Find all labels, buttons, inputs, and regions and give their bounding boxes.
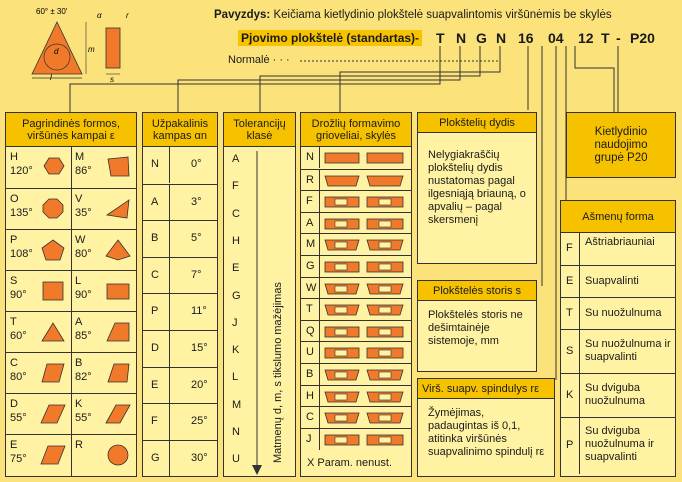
radius-box-text: Žymėjimas, padaugintas iš 0,1, atitinka viršūnės suapvalinimo spindulį rε (428, 407, 545, 458)
clearance-panel (142, 112, 218, 477)
svg-text:α: α (97, 11, 102, 20)
tolerance-panel-title: Tolerancijų klasė (224, 113, 295, 147)
chipbreaker-N-icon (323, 150, 407, 166)
shape-P-icon (40, 238, 66, 262)
chipbreaker-row (301, 255, 411, 277)
chipbreaker-divider (319, 234, 320, 255)
shape-angle: 82° (75, 371, 92, 383)
edge-row (561, 265, 675, 297)
shape-angle: 60° (10, 330, 27, 342)
chipbreaker-C-icon (323, 410, 407, 426)
shape-row-divider (71, 271, 72, 312)
clearance-code: N (151, 158, 159, 170)
shape-code: D (10, 398, 18, 410)
code-part-thickness: 04 (548, 30, 564, 46)
clearance-row (143, 147, 217, 184)
shape-V-icon (105, 197, 131, 221)
code-part-grade: P20 (630, 30, 655, 46)
shape-A-icon (105, 320, 131, 344)
chipbreaker-divider (319, 407, 320, 428)
chipbreaker-code: G (306, 260, 315, 272)
size-box (417, 112, 537, 264)
chipbreaker-code: J (306, 432, 312, 445)
edge-row (561, 233, 675, 265)
clearance-row (143, 440, 217, 477)
example-text: Keičiama kietlydinio plokštelė suapvalintomis viršūnėmis be skylės (273, 9, 612, 21)
chipbreaker-row (301, 385, 411, 407)
shape-row-divider (71, 230, 72, 271)
shape-angle: 55° (10, 412, 27, 424)
tolerance-code: G (232, 289, 241, 302)
chipbreaker-code: W (306, 281, 317, 294)
chipbreaker-divider (319, 429, 320, 450)
shape-L-icon (105, 279, 131, 303)
shape-code: B (75, 357, 83, 369)
shape-H-icon (40, 155, 66, 179)
edge-desc: Su nuožulnuma ir suapvalinti (585, 338, 671, 363)
edge-code: P (566, 439, 574, 451)
code-part-clearance: N (456, 30, 467, 46)
chipbreaker-row (301, 428, 411, 450)
size-box-text: Nelygiakraščių plokštelių dydis nustatomas pagal ilgesniąją briauną, o apvalių – pagal skersmenį (428, 149, 526, 226)
shape-row (6, 229, 136, 270)
clearance-divider (169, 331, 170, 367)
svg-text:d: d (54, 47, 59, 56)
clearance-row (143, 293, 217, 330)
chipbreaker-row (301, 341, 411, 363)
shape-code: M (75, 151, 85, 163)
clearance-angle: 30° (191, 451, 208, 464)
edge-code: K (566, 389, 574, 401)
radius-box-title: Virš. suapv. spindulys rε (418, 379, 554, 399)
size-box-title: Plokštelių dydis (418, 113, 536, 133)
shape-angle: 85° (75, 330, 92, 342)
shape-row (6, 188, 136, 229)
clearance-angle: 15° (191, 342, 208, 354)
shape-panel (5, 112, 137, 477)
tolerance-code: N (232, 426, 240, 438)
shape-M-icon (105, 155, 131, 179)
tolerance-code: L (232, 371, 239, 384)
clearance-divider (169, 294, 170, 330)
edge-row (561, 297, 675, 329)
chipbreaker-H-icon (323, 389, 407, 405)
clearance-row (143, 257, 217, 294)
shape-code: V (75, 193, 83, 205)
shape-T-icon (40, 320, 66, 344)
edge-divider (579, 418, 580, 474)
clearance-code: C (151, 268, 159, 281)
shape-code: T (10, 316, 17, 328)
edge-desc: Suapvalinti (585, 275, 639, 287)
chipbreaker-code: U (306, 346, 314, 359)
chipbreaker-code: A (306, 216, 314, 229)
tolerance-code: F (232, 180, 239, 193)
thickness-box-text: Plokštelės storis ne dešimtainėje sistemoje, mm (428, 309, 523, 347)
edge-row (561, 329, 675, 373)
tolerance-arrow (252, 151, 262, 476)
edge-code: F (566, 242, 573, 254)
shape-row-divider (71, 147, 72, 188)
shape-row (6, 147, 136, 188)
shape-code: P (10, 234, 18, 246)
edge-divider (579, 298, 580, 330)
chipbreaker-B-icon (323, 367, 407, 383)
clearance-code: D (151, 342, 159, 354)
shape-W-icon (105, 238, 131, 262)
chipbreaker-code: C (306, 411, 314, 424)
clearance-row (143, 220, 217, 257)
radius-box (417, 378, 555, 477)
svg-text:m: m (88, 45, 95, 54)
clearance-divider (169, 185, 170, 221)
edge-code: T (566, 307, 573, 319)
chipbreaker-panel-title: Drožlių formavimo grioveliai, skylės (301, 113, 411, 147)
tolerance-code: U (232, 453, 240, 466)
shape-angle: 80° (75, 248, 92, 260)
clearance-code: G (151, 451, 160, 464)
chipbreaker-T-icon (323, 302, 407, 318)
edge-divider (579, 330, 580, 374)
clearance-angle: 20° (191, 378, 208, 391)
shape-angle: 86° (75, 165, 92, 177)
chipbreaker-code: F (306, 195, 313, 208)
chipbreaker-code: T (306, 303, 313, 316)
shape-angle: 55° (75, 412, 92, 424)
svg-text:60° ± 30': 60° ± 30' (36, 7, 68, 16)
tolerance-code: J (232, 316, 238, 329)
clearance-divider (169, 368, 170, 404)
shape-row (6, 352, 136, 393)
edge-box-title: Ašmenų forma (561, 201, 675, 233)
code-part-edge: T (601, 30, 610, 46)
edge-row (561, 417, 675, 473)
edge-row (561, 373, 675, 417)
clearance-panel-title: Užpakalinis kampas αn (143, 113, 217, 147)
tolerance-code: C (232, 207, 240, 220)
shape-K-icon (105, 402, 131, 426)
tolerance-code: M (232, 398, 242, 411)
clearance-divider (169, 441, 170, 477)
chipbreaker-row (301, 406, 411, 428)
clearance-code: A (151, 195, 159, 208)
shape-code: R (75, 439, 83, 451)
chipbreaker-code: R (306, 173, 314, 186)
code-part-size: 16 (518, 30, 534, 46)
shape-row (6, 393, 136, 434)
code-part-dash: - (616, 30, 621, 46)
edge-desc: Aštriabriauniai (585, 236, 655, 248)
clearance-angle: 11° (191, 305, 207, 318)
shape-code: E (10, 439, 18, 451)
chipbreaker-J-icon (323, 432, 407, 448)
chipbreaker-row (301, 298, 411, 320)
shape-code: H (10, 151, 18, 163)
chipbreaker-code: M (306, 238, 316, 251)
shape-row (6, 270, 136, 311)
shape-O-icon (40, 197, 66, 221)
code-part-shape: T (436, 30, 445, 46)
clearance-code: B (151, 232, 159, 245)
svg-text:l: l (50, 73, 52, 82)
chipbreaker-divider (319, 342, 320, 363)
chipbreaker-divider (319, 364, 320, 385)
shape-angle: 90° (10, 289, 27, 301)
shape-angle: 75° (10, 453, 27, 465)
clearance-divider (169, 258, 170, 294)
edge-divider (579, 266, 580, 298)
svg-text:r: r (126, 11, 129, 20)
code-part-tolerance: G (476, 30, 487, 46)
chipbreaker-divider (319, 256, 320, 277)
shape-code: C (10, 357, 18, 369)
chipbreaker-panel (300, 112, 412, 477)
clearance-row (143, 184, 217, 221)
shape-angle: 80° (10, 371, 27, 383)
tolerance-code: H (232, 234, 240, 247)
chipbreaker-code: Q (306, 324, 315, 337)
clearance-divider (169, 147, 170, 183)
chipbreaker-row (301, 212, 411, 234)
clearance-angle: 25° (191, 415, 208, 428)
shape-D-icon (40, 402, 66, 426)
chipbreaker-divider (319, 191, 320, 212)
normale-label: Normalė · · · (228, 54, 290, 66)
clearance-divider (169, 404, 170, 440)
clearance-row (143, 403, 217, 440)
shape-row-divider (71, 189, 72, 230)
shape-code: S (10, 275, 18, 287)
shape-angle: 108° (10, 248, 33, 260)
chipbreaker-row (301, 190, 411, 212)
clearance-angle: 0° (191, 158, 202, 170)
edge-code: S (566, 345, 574, 357)
chipbreaker-U-icon (323, 345, 407, 361)
shape-row (6, 434, 136, 475)
chipbreaker-divider (319, 299, 320, 320)
edge-desc: Su nuožulnuma (585, 307, 662, 319)
grade-box-text: Kietlydinio naudojimo grupė P20 (594, 125, 648, 164)
clearance-angle: 3° (191, 195, 202, 208)
shape-E-icon (40, 443, 66, 467)
tolerance-code: A (232, 153, 240, 165)
chipbreaker-divider (319, 278, 320, 299)
shape-angle: 90° (75, 289, 92, 301)
clearance-code: E (151, 378, 159, 391)
chipbreaker-row (301, 363, 411, 385)
edge-divider (579, 233, 580, 265)
shape-row-divider (71, 312, 72, 353)
grade-box (566, 112, 676, 178)
thickness-box (417, 280, 537, 372)
shape-code: K (75, 398, 83, 410)
chipbreaker-divider (319, 213, 320, 234)
tolerance-code: E (232, 262, 240, 275)
shape-row-divider (71, 394, 72, 435)
clearance-code: P (151, 305, 159, 318)
shape-R-icon (105, 443, 131, 467)
shape-row-divider (71, 353, 72, 394)
tolerance-code: K (232, 344, 240, 357)
chipbreaker-divider (319, 170, 320, 191)
clearance-divider (169, 221, 170, 257)
edge-divider (579, 374, 580, 418)
shape-angle: 35° (75, 207, 92, 219)
chipbreaker-A-icon (323, 216, 407, 232)
thickness-box-title: Plokštelės storis s (418, 281, 536, 301)
chipbreaker-row (301, 147, 411, 169)
edge-code: E (566, 275, 574, 287)
chipbreaker-row (301, 169, 411, 191)
shape-code: O (10, 193, 19, 205)
code-part-chipbreaker: N (496, 30, 507, 46)
shape-angle: 135° (10, 207, 33, 219)
shape-B-icon (105, 361, 131, 385)
clearance-angle: 5° (191, 232, 202, 245)
chipbreaker-divider (319, 386, 320, 407)
shape-row (6, 311, 136, 352)
clearance-angle: 7° (191, 268, 202, 281)
chipbreaker-code: B (306, 368, 314, 380)
chipbreaker-row (301, 233, 411, 255)
shape-code: W (75, 234, 86, 246)
clearance-code: F (151, 415, 158, 428)
edge-desc: Su dviguba nuožulnuma ir suapvalinti (585, 425, 655, 463)
code-label: Pjovimo plokštelė (standartas)- (238, 30, 422, 46)
code-part-radius: 12 (578, 30, 594, 46)
example-label: Pavyzdys: (214, 9, 271, 21)
chipbreaker-divider (319, 321, 320, 342)
svg-text:s: s (110, 75, 114, 82)
tolerance-panel (223, 112, 296, 477)
chipbreaker-code: N (306, 151, 314, 163)
edge-box (560, 200, 676, 477)
shape-code: A (75, 316, 83, 328)
chipbreaker-footer: X Param. nenust. (307, 457, 392, 469)
chipbreaker-R-icon (323, 173, 407, 189)
chipbreaker-F-icon (323, 194, 407, 210)
chipbreaker-row (301, 277, 411, 299)
edge-desc: Su dviguba nuožulnuma (585, 382, 645, 407)
shape-row-divider (71, 435, 72, 476)
chipbreaker-row (301, 320, 411, 342)
chipbreaker-G-icon (323, 259, 407, 275)
tolerance-vertical-label: Matmenų d, m, s tikslumo mažėjimas (272, 282, 284, 463)
shape-angle: 120° (10, 165, 33, 177)
clearance-row (143, 367, 217, 404)
shape-C-icon (40, 361, 66, 385)
chipbreaker-W-icon (323, 281, 407, 297)
chipbreaker-Q-icon (323, 324, 407, 340)
shape-code: L (75, 275, 82, 287)
chipbreaker-M-icon (323, 237, 407, 253)
shape-S-icon (40, 279, 66, 303)
chipbreaker-code: H (306, 389, 314, 402)
shape-panel-title: Pagrindinės formos, viršūnės kampai ε (6, 113, 136, 147)
clearance-row (143, 330, 217, 367)
chipbreaker-divider (319, 147, 320, 168)
